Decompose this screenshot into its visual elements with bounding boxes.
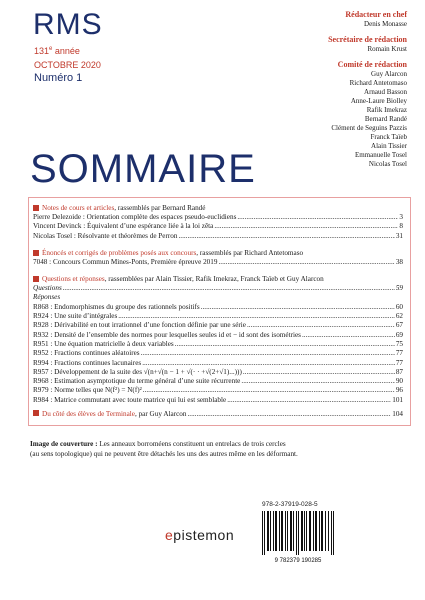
committee-member: Rafik Imekraz: [366, 106, 407, 114]
toc-entry[interactable]: Vincent Devinck : Équivalent d’une espérance liée à la loi zêta ..... 8: [33, 222, 403, 231]
contents-heading: SOMMAIRE: [30, 147, 256, 191]
red-square-icon: [33, 250, 39, 256]
toc-entry[interactable]: R952 : Fractions continues aléatoires ..... 77: [33, 349, 403, 358]
subsection-label: Réponses: [33, 293, 61, 302]
committee-member: Alain Tissier: [371, 142, 407, 150]
issue-month: OCTOBRE 2020: [34, 60, 101, 70]
editorial-staff: [207, 10, 407, 169]
toc-entry[interactable]: Questions ..... 59: [33, 284, 403, 293]
staff-person: Romain Krust: [367, 45, 407, 53]
journal-title: RMS: [33, 8, 103, 41]
staff-person: Denis Monasse: [364, 20, 407, 28]
committee-member: Anne-Laure Biolley: [350, 97, 407, 105]
svg-text:9 782379 190285: 9 782379 190285: [274, 558, 322, 564]
red-square-icon: [33, 410, 39, 416]
year-edition: 131e année: [34, 46, 80, 56]
toc-entry[interactable]: R932 : Densité de l’ensemble des normes pour lesquelles seules id et − id sont des isométries ..... 69: [33, 331, 403, 340]
committee-member: Bernard Randé: [364, 115, 407, 123]
committee-member: Arnaud Basson: [364, 88, 407, 96]
toc-entry[interactable]: R928 : Dérivabilité en tout irrationnel d’une fonction définie par une série ..... 67: [33, 321, 403, 330]
red-square-icon: [33, 276, 39, 282]
toc-entry[interactable]: Nicolas Tosel : Résolvante et théorèmes de Perron ..... 31: [33, 232, 403, 241]
toc-entry[interactable]: R984 : Matrice commutant avec toute matrice qui lui est semblable ..... 101: [33, 396, 403, 405]
toc-entry[interactable]: 7048 : Concours Commun Mines-Ponts, Première épreuve 2019 ..... 38: [33, 258, 403, 267]
staff-role: Secrétaire de rédaction: [328, 35, 407, 44]
section-heading: Questions et réponses , rassemblées par Alain Tissier, Rafik Imekraz, Franck Taïeb et Guy Alarcon: [33, 274, 403, 284]
committee-member: Nicolas Tosel: [368, 160, 407, 168]
section-heading: Énoncés et corrigés de problèmes posés aux concours , rassemblés par Richard Antetomaso: [33, 248, 403, 258]
issue-number: Numéro 1: [34, 72, 83, 84]
barcode-icon: [258, 511, 338, 565]
committee-member: Richard Antetomaso: [349, 79, 407, 87]
cover-caption: Image de couverture : Les anneaux borroméens constituent un entrelacs de trois cercles (au sens topologique) qui ne peuvent être détachés les uns des autres même en les déformant.: [30, 440, 298, 458]
toc-entry[interactable]: R951 : Une équation matricielle à deux variables ..... 75: [33, 340, 403, 349]
toc-entry[interactable]: R994 : Fractions continues lacunaires ..... 77: [33, 359, 403, 368]
toc-entry[interactable]: Pierre Delezoide : Orientation complète des espaces pseudo-euclidiens ..... 3: [33, 213, 403, 222]
toc-entry[interactable]: R979 : Norme telles que N(f²) = N(f)² ..... 96: [33, 386, 403, 395]
committee-member: Clément de Seguins Pazzis: [331, 124, 407, 132]
isbn-label: 978-2-37919-028-5: [262, 501, 318, 508]
toc-entry[interactable]: R868 : Endomorphismes du groupe des rationnels positifs ..... 60: [33, 303, 403, 312]
table-of-contents: [33, 201, 403, 419]
toc-entry[interactable]: R968 : Estimation asymptotique du terme général d’une suite récurrente ..... 90: [33, 377, 403, 386]
section-heading: Notes de cours et articles , rassemblés par Bernard Randé: [33, 203, 403, 213]
toc-entry[interactable]: R957 : Développement de la suite des √(n+√(n − 1 + √(· · +√(2+√1)...))) ..... 87: [33, 368, 403, 377]
toc-entry[interactable]: Du côté des élèves de Terminale, par Guy Alarcon ..... 104: [33, 410, 403, 419]
staff-role: Rédacteur en chef: [345, 10, 407, 19]
publisher-logo: epistemon: [165, 527, 235, 543]
red-square-icon: [33, 205, 39, 211]
committee-member: Guy Alarcon: [371, 70, 407, 78]
toc-entry[interactable]: R924 : Une suite d’intégrales ..... 62: [33, 312, 403, 321]
staff-role: Comité de rédaction: [337, 60, 407, 69]
committee-member: Emmanuelle Tosel: [354, 151, 407, 159]
committee-member: Franck Taïeb: [370, 133, 407, 141]
